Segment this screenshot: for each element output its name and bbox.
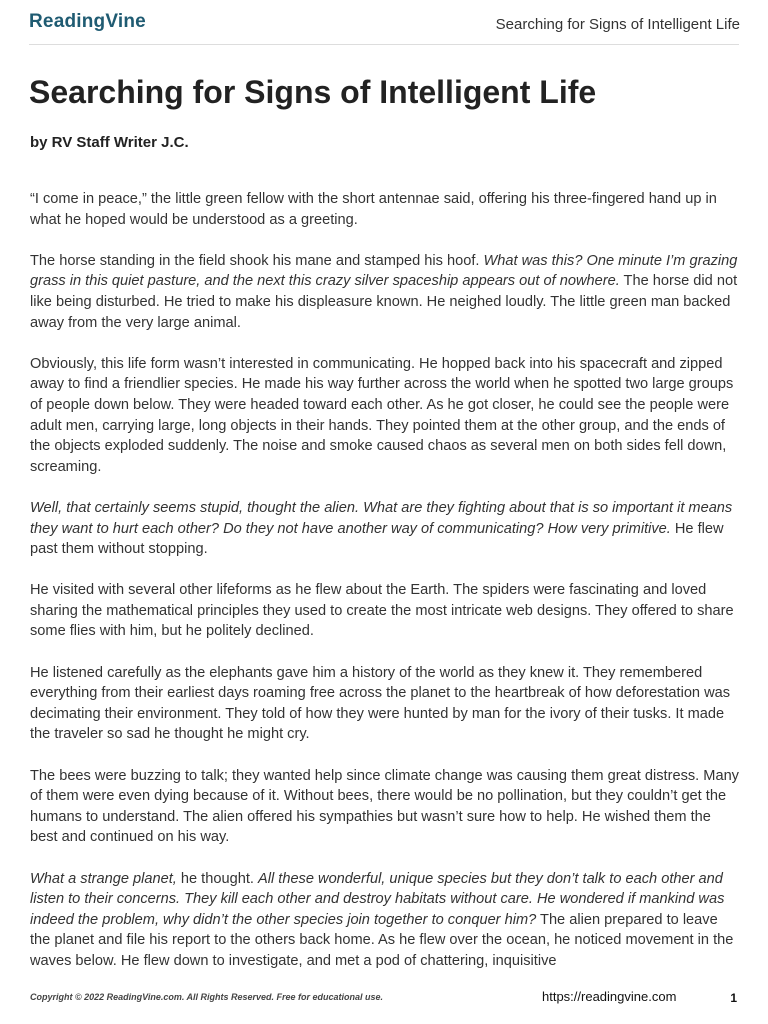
paragraph-8-text-b: he thought. [176, 870, 258, 887]
paragraph-4 [30, 498, 742, 560]
paragraph-2-thought: What was this? One minute I’m grazing grass in this quiet pasture, and the next this crazy silver spaceship appears out of nowhere. [30, 252, 738, 290]
footer-url-link[interactable]: https://readingvine.com [542, 989, 677, 1004]
paragraph-8-thought-c: All these wonderful, unique species but they don’t talk to each other and listen to their concerns. They kill each other and destroy habitats without care. He wondered if mankind was indeed the problem, why didn’t the other species join together to conquer him? [30, 870, 725, 928]
paragraph-8 [30, 869, 742, 972]
paragraph-2 [30, 251, 742, 333]
readingvine-logo: ReadingVine [29, 11, 146, 32]
header-divider [29, 44, 739, 45]
paragraph-8-text-d: The alien prepared to leave the planet and file his report to the others back home. As he flew over the ocean, he noticed movement in the waves below. He flew down to investigate, and met a pod of chattering, inquisitive [30, 911, 734, 969]
footer-copyright: Copyright © 2022 ReadingVine.com. All Rights Reserved. Free for educational use. [30, 992, 384, 1002]
paragraph-2-text-c: The horse did not like being disturbed. He tried to make his displeasure known. He neighed loudly. The little green man backed away from the very large animal. [30, 273, 738, 331]
paragraph-8-thought-a: What a strange planet, [30, 870, 177, 887]
article-byline: by RV Staff Writer J.C. [30, 134, 189, 151]
paragraph-3: Obviously, this life form wasn’t interested in communicating. He hopped back into his spacecraft and zipped away to find a friendlier species. He made his way further across the world when he spotted two large groups of people down below. They were headed toward each other. As he got closer, he could see the people were adult men, carrying large, long objects in their hands. They pointed them at the other group, and the ends of the objects exploded suddenly. The noise and smoke caused chaos as several men on both sides fell down, screaming. [30, 355, 734, 475]
paragraph-5: He visited with several other lifeforms as he flew about the Earth. The spiders were fascinating and loved sharing the mathematical principles they used to create the most intricate web designs. They offered to share some flies with him, but he politely declined. [30, 582, 734, 640]
article-title: Searching for Signs of Intelligent Life [29, 74, 597, 110]
page-number: 1 [730, 991, 737, 1005]
paragraph-6: He listened carefully as the elephants gave him a history of the world as they knew it. They remembered everything from their earliest days roaming free across the planet to the heartbreak of how deforestation was decimating their environment. They told of how they were hunted by man for the ivory of their tusks. It made the traveler so sad he thought he might cry. [30, 664, 731, 743]
paragraph-1: “I come in peace,” the little green fellow with the short antennae said, offering his three-fingered hand up in what he hoped would be understood as a greeting. [30, 191, 717, 228]
paragraph-4-thought: Well, that certainly seems stupid, thought the alien. What are they fighting about that is so important it means they want to hurt each other? Do they not have another way of communicating? How very primitive. [30, 499, 733, 537]
running-header-title: Searching for Signs of Intelligent Life [495, 16, 740, 33]
article-body [30, 189, 742, 992]
paragraph-7: The bees were buzzing to talk; they wanted help since climate change was causing them great distress. Many of them were even dying because of it. Without bees, there would be no pollination, but they couldn’t get the humans to understand. The alien offered his sympathies but wasn’t sure how to help. He wished them the best and continued on his way. [30, 767, 739, 846]
paragraph-2-text-a: The horse standing in the field shook his mane and stamped his hoof. [30, 252, 484, 269]
paragraph-4-text-b: He flew past them without stopping. [30, 520, 724, 558]
